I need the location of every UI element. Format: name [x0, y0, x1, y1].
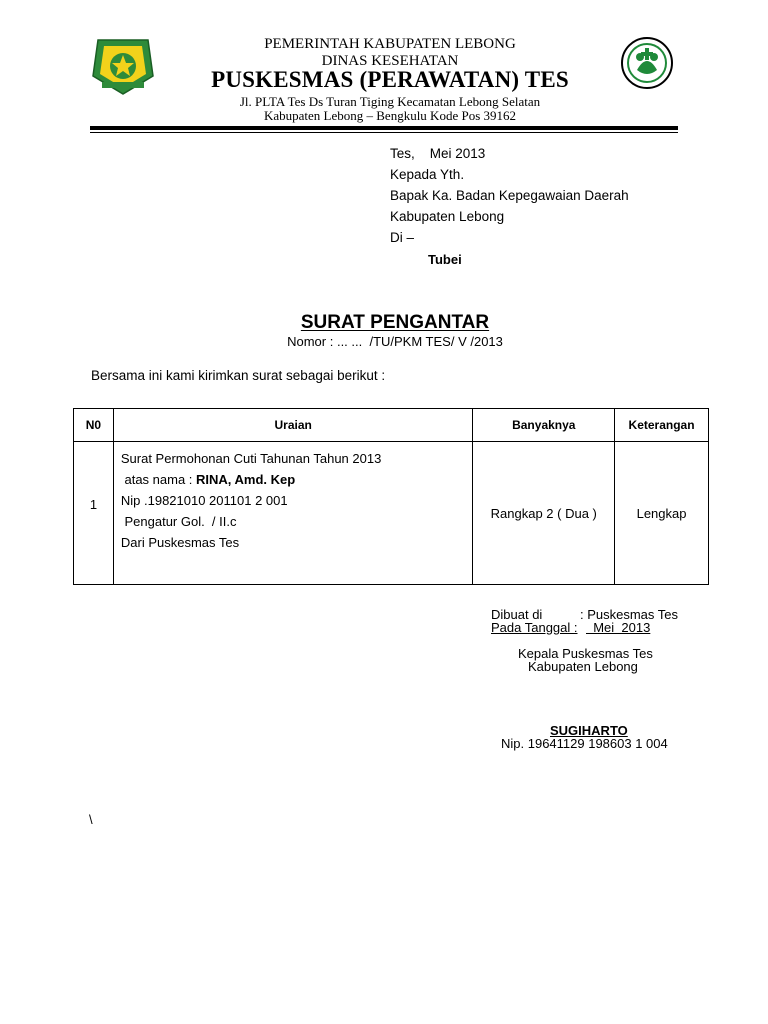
date-label: Pada Tanggal :	[491, 620, 578, 635]
made-at-value: : Puskesmas Tes	[580, 607, 679, 622]
row-description	[113, 442, 473, 585]
col-header-description: Uraian	[113, 409, 473, 442]
letterhead-rule-thin	[90, 132, 678, 133]
signer-position: Kepala Puskesmas Tes	[518, 646, 653, 661]
recipient: Bapak Ka. Badan Kepegawaian Daerah	[390, 188, 629, 203]
row-quantity: Rangkap 2 ( Dua )	[473, 442, 615, 585]
col-header-remark: Keterangan	[615, 409, 709, 442]
header-postal-address: Kabupaten Lebong – Bengkulu Kode Pos 39162	[263, 108, 517, 123]
letter-title: SURAT PENGANTAR	[300, 312, 490, 333]
desc-rank: Pengatur Gol. / II.c	[120, 514, 237, 529]
letter-number: Nomor : ... ... /TU/PKM TES/ V /2013	[287, 334, 503, 349]
col-header-no: N0	[74, 409, 114, 442]
letterhead-rule-thick	[90, 126, 678, 130]
dinas-kesehatan-logo-icon	[620, 36, 674, 90]
made-at-label: Dibuat di	[491, 607, 543, 622]
header-institution: PUSKESMAS (PERAWATAN) TES	[211, 67, 569, 92]
header-government: PEMERINTAH KABUPATEN LEBONG	[264, 36, 516, 52]
signer-name: SUGIHARTO	[550, 723, 628, 738]
recipient-city: Tubei	[428, 252, 462, 267]
recipient-region: Kabupaten Lebong	[390, 209, 505, 224]
desc-name: RINA, Amd. Kep	[196, 472, 296, 487]
row-number: 1	[74, 442, 114, 585]
signer-nip: Nip. 19641129 198603 1 004	[501, 736, 668, 751]
place-date: Tes, Mei 2013	[390, 146, 486, 161]
header-street-address: Jl. PLTA Tes Ds Turan Tiging Kecamatan Lebong Selatan	[239, 94, 541, 109]
kabupaten-lebong-emblem-icon	[90, 36, 156, 96]
salutation: Kepada Yth.	[390, 167, 465, 182]
date-value: Mei 2013	[586, 620, 651, 635]
header-department: DINAS KESEHATAN	[321, 53, 459, 69]
col-header-quantity: Banyaknya	[473, 409, 615, 442]
row-remark: Lengkap	[615, 442, 709, 585]
table-row	[74, 442, 709, 585]
desc-letter-type: Surat Permohonan Cuti Tahunan Tahun 2013	[120, 451, 382, 466]
letter-intro: Bersama ini kami kirimkan surat sebagai berikut :	[91, 368, 386, 383]
table-header-row	[74, 409, 709, 442]
item-table	[73, 408, 709, 585]
desc-name-line	[121, 469, 467, 490]
desc-nip: Nip .19821010 201101 2 001	[120, 493, 288, 508]
desc-origin: Dari Puskesmas Tes	[120, 535, 240, 550]
stray-mark: \	[89, 812, 93, 827]
recipient-di: Di –	[390, 230, 415, 245]
desc-name-label: atas nama :	[120, 472, 197, 487]
signer-region: Kabupaten Lebong	[528, 659, 638, 674]
